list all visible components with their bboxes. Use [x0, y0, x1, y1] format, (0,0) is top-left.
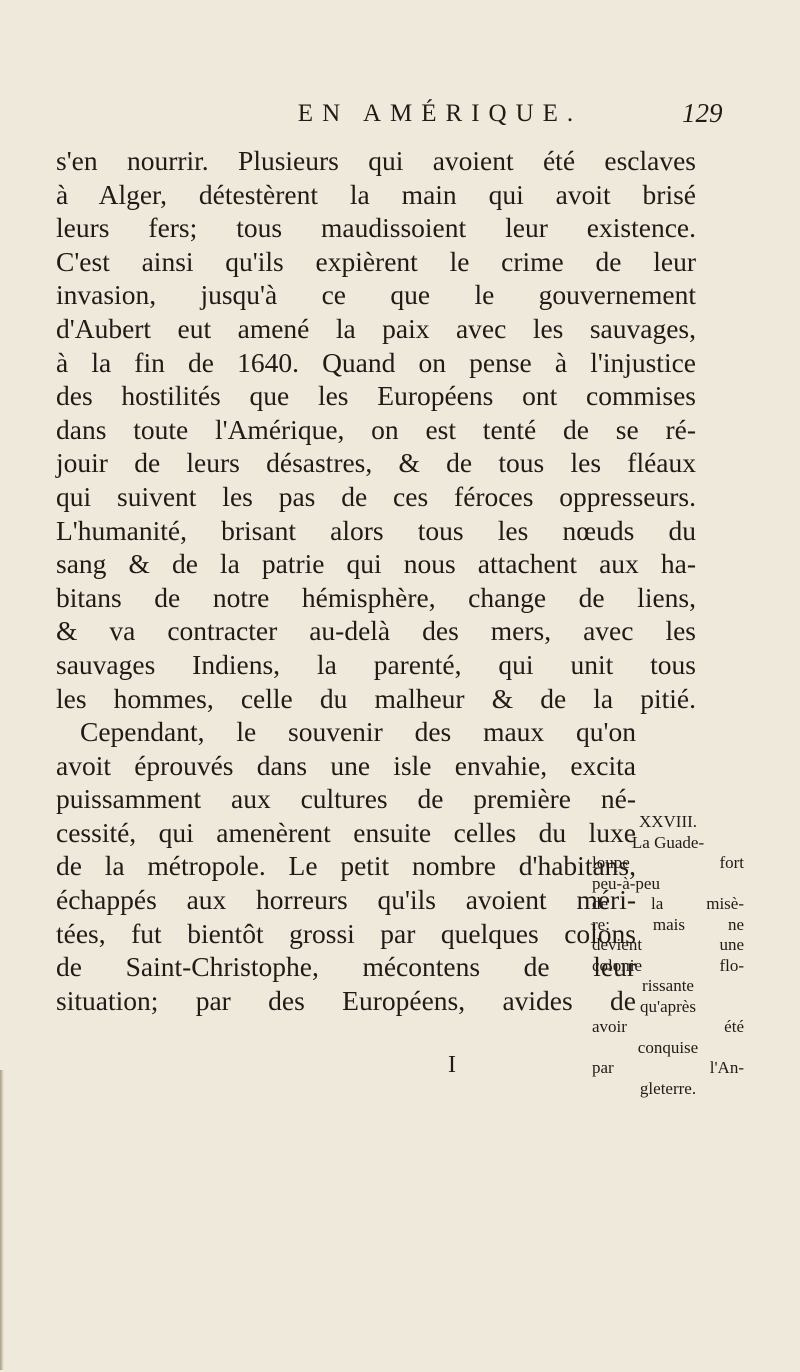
body-line: à Alger, détestèrent la main qui avoit brisé: [56, 178, 696, 210]
margin-note-line: gleterre.: [639, 1078, 697, 1098]
margin-note-line: La Guade-: [631, 832, 705, 852]
body-line: situation; par des Européens, avides de: [56, 984, 636, 1016]
signature-mark: I: [448, 1052, 456, 1078]
body-line: qui suivent les pas de ces féroces oppresseurs.: [56, 480, 696, 512]
body-line: jouir de leurs désastres, & de tous les fléaux: [56, 447, 696, 479]
margin-note: [592, 812, 744, 1099]
body-line: C'est ainsi qu'ils expièrent le crime de leur: [56, 245, 696, 277]
page-number: 129: [682, 98, 723, 128]
body-line: sauvages Indiens, la parenté, qui unit tous: [56, 648, 696, 680]
body-line: sang & de la patrie qui nous attachent aux ha-: [56, 548, 696, 580]
body-line: de la métropole. Le petit nombre d'habitans,: [56, 850, 636, 882]
margin-note-line: par l'An-: [592, 1058, 744, 1077]
margin-note-line: devient une: [592, 935, 744, 954]
body-line: dans toute l'Amérique, on est tenté de se ré-: [56, 413, 696, 445]
margin-note-line: rissante: [642, 976, 694, 995]
body-line: leurs fers; tous maudissoient leur existence.: [56, 212, 696, 244]
body-line: échappés aux horreurs qu'ils avoient méri-: [56, 884, 636, 916]
spine-edge: [0, 1070, 4, 1370]
running-head: EN AMÉRIQUE.: [297, 100, 583, 127]
body-line: à la fin de 1640. Quand on pense à l'injustice: [56, 346, 696, 378]
body-line: les hommes, celle du malheur & de la pitié.: [56, 682, 696, 714]
margin-note-line: re: mais ne: [592, 914, 744, 934]
page-header: [0, 98, 800, 138]
body-line: de Saint-Christophe, mécontens de leur: [56, 951, 636, 983]
body-line: des hostilités que les Européens ont commises: [56, 380, 696, 412]
body-line: invasion, jusqu'à ce que le gouvernement: [56, 279, 696, 311]
body-line: avoit éprouvés dans une isle envahie, excita: [56, 749, 636, 781]
margin-note-line: avoir été: [592, 1017, 744, 1036]
body-line: L'humanité, brisant alors tous les nœuds du: [56, 514, 696, 546]
margin-note-line: de la misè-: [592, 894, 744, 913]
margin-note-line: qu'après: [640, 996, 696, 1016]
margin-note-line: conquise: [637, 1037, 699, 1057]
margin-note-line: XXVIII.: [638, 812, 698, 831]
body-line: Cependant, le souvenir des maux qu'on: [80, 716, 636, 748]
body-line: d'Aubert eut amené la paix avec les sauvages,: [56, 312, 696, 344]
body-line: s'en nourrir. Plusieurs qui avoient été esclaves: [56, 145, 696, 176]
body-line: tées, fut bientôt grossi par quelques colons: [56, 917, 636, 949]
body-line: puissamment aux cultures de première né-: [56, 783, 636, 815]
body-line: bitans de notre hémisphère, change de liens,: [56, 581, 696, 613]
margin-note-line: loupe fort: [592, 853, 744, 872]
margin-note-line: peu-à-peu: [592, 873, 660, 893]
body-line: & va contracter au-delà des mers, avec les: [56, 615, 696, 647]
margin-note-line: colonie flo-: [592, 955, 744, 975]
body-line: cessité, qui amenèrent ensuite celles du luxe: [56, 816, 636, 848]
